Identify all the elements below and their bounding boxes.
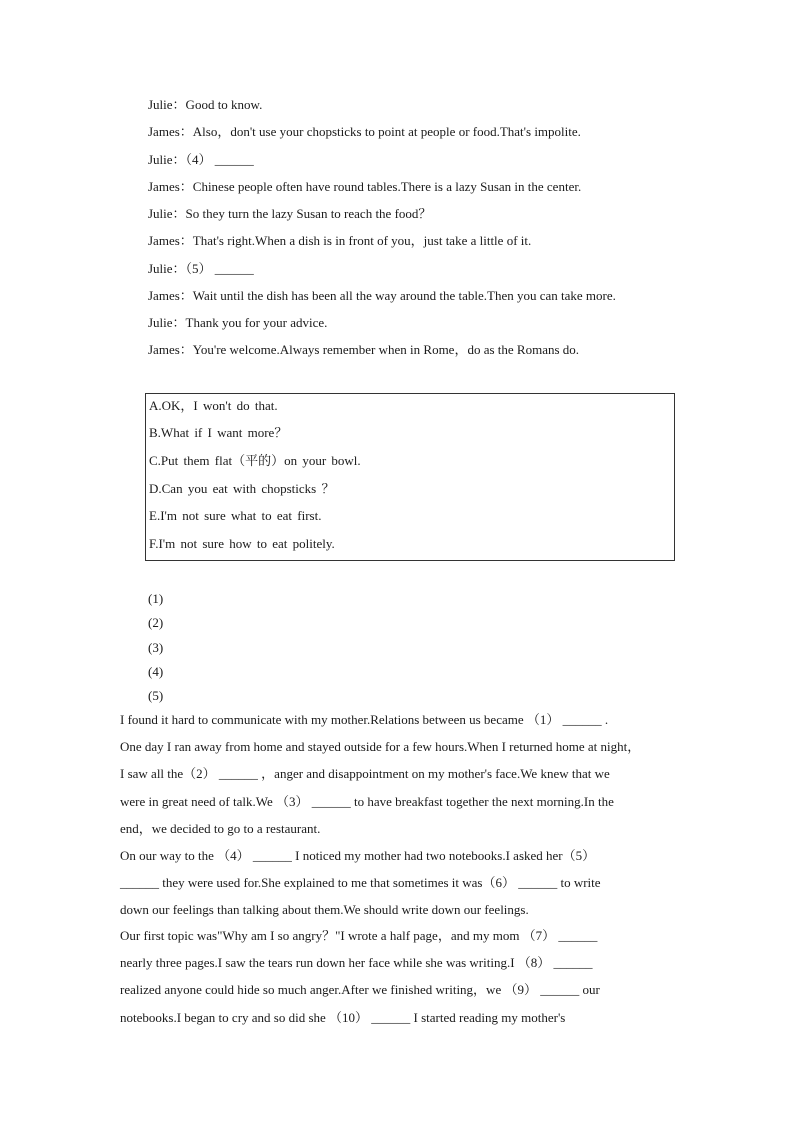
dialogue-line: James：Wait until the dish has been all the way around the table.Then you can take more. <box>148 288 616 303</box>
passage-line: notebooks.I began to cry and so did she （10） ______ I started reading my mother's <box>120 1010 566 1025</box>
dialogue-line: James：That's right.When a dish is in front of you，just take a little of it. <box>148 233 532 248</box>
passage-line: ______ they were used for.She explained to me that sometimes it was（6） ______ to write <box>120 875 601 890</box>
option-f: F.I'm not sure how to eat politely. <box>149 536 335 551</box>
dialogue-line: James：You're welcome.Always remember when in Rome，do as the Romans do. <box>148 342 580 357</box>
passage-line: realized anyone could hide so much anger.After we finished writing，we （9） ______ our <box>120 982 600 997</box>
option-e: E.I'm not sure what to eat first. <box>149 508 322 523</box>
answer-number: (1) <box>148 591 164 606</box>
option-c: C.Put them flat（平的）on your bowl. <box>149 453 361 468</box>
option-a: A.OK，I won't do that. <box>149 398 278 413</box>
passage-line: On our way to the （4） ______ I noticed my mother had two notebooks.I asked her（5） <box>120 848 596 863</box>
dialogue-line: Julie：（4） ______ <box>148 152 254 167</box>
answer-number: (2) <box>148 615 164 630</box>
dialogue-line: James：Also，don't use your chopsticks to point at people or food.That's impolite. <box>148 124 581 139</box>
passage-line: down our feelings than talking about them.We should write down our feelings. <box>120 902 529 917</box>
option-d: D.Can you eat with chopsticks ？ <box>149 481 335 496</box>
passage-line: Our first topic was"Why am I so angry？"I wrote a half page，and my mom （7） ______ <box>120 928 598 943</box>
passage-line: One day I ran away from home and stayed outside for a few hours.When I returned home at night， <box>120 739 641 754</box>
passage-line: end，we decided to go to a restaurant. <box>120 821 321 836</box>
passage-line: I found it hard to communicate with my mother.Relations between us became （1） ______ . <box>120 712 609 727</box>
option-b: B.What if I want more？ <box>149 425 288 440</box>
passage-line: I saw all the（2） ______ ，anger and disappointment on my mother's face.We knew that we <box>120 766 610 781</box>
answer-number: (4) <box>148 664 164 679</box>
dialogue-line: Julie：So they turn the lazy Susan to reach the food？ <box>148 206 432 221</box>
answer-number: (5) <box>148 688 164 703</box>
dialogue-line: Julie：Thank you for your advice. <box>148 315 328 330</box>
dialogue-line: Julie：（5） ______ <box>148 261 254 276</box>
dialogue-line: James：Chinese people often have round tables.There is a lazy Susan in the center. <box>148 179 582 194</box>
options-box <box>145 393 675 561</box>
passage-line: nearly three pages.I saw the tears run down her face while she was writing.I （8） ______ <box>120 955 593 970</box>
answer-number: (3) <box>148 640 164 655</box>
dialogue-line: Julie：Good to know. <box>148 97 263 112</box>
passage-line: were in great need of talk.We （3） ______ to have breakfast together the next morning.In the <box>120 794 614 809</box>
